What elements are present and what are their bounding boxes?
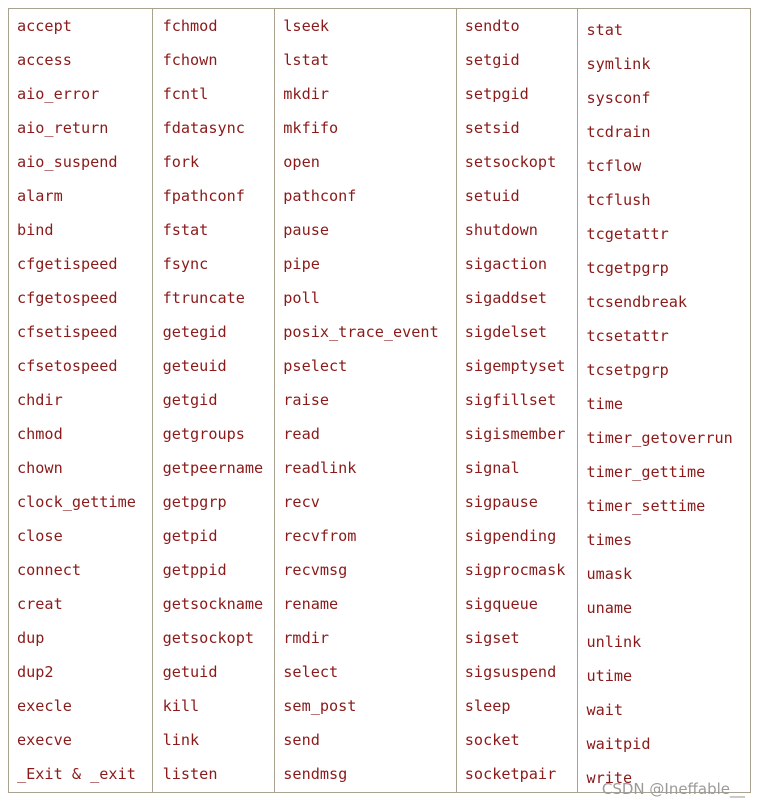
function-name: signal: [464, 459, 520, 477]
function-name: chdir: [17, 391, 63, 409]
function-name: mkdir: [283, 85, 329, 103]
function-name: poll: [283, 289, 320, 307]
function-name: sigpause: [464, 493, 538, 511]
function-name: cfsetispeed: [17, 323, 118, 341]
function-name: waitpid: [586, 735, 651, 753]
function-name: tcflush: [586, 191, 651, 209]
function-name: umask: [586, 565, 633, 583]
function-name: posix_trace_event: [283, 323, 439, 341]
function-name: sigaction: [464, 255, 548, 273]
function-name: tcflow: [586, 157, 642, 175]
function-name: sigaddset: [464, 289, 548, 307]
function-name: lseek: [283, 17, 329, 35]
function-name: wait: [586, 701, 624, 719]
function-name: rename: [283, 595, 339, 613]
function-name: sigismember: [464, 425, 566, 443]
function-name: sigdelset: [464, 323, 548, 341]
function-name: fsync: [162, 255, 209, 273]
function-name: symlink: [586, 55, 651, 73]
function-name: tcdrain: [586, 123, 651, 141]
function-name: fpathconf: [162, 187, 245, 205]
function-name: uname: [586, 599, 633, 617]
function-name: listen: [162, 765, 218, 783]
function-name: socketpair: [464, 765, 557, 783]
function-name: timer_getoverrun: [586, 429, 733, 447]
function-table: [8, 8, 751, 793]
function-name: pause: [283, 221, 329, 239]
table-column: [457, 9, 579, 792]
table-column: [9, 9, 153, 792]
function-name: time: [586, 395, 624, 413]
function-name: aio_suspend: [17, 153, 118, 171]
function-name: tcsetpgrp: [586, 361, 669, 379]
function-name: execle: [17, 697, 72, 715]
function-name: fchmod: [162, 17, 218, 35]
function-name: aio_error: [17, 85, 100, 103]
function-name: shutdown: [464, 221, 538, 239]
table-column: [578, 9, 750, 792]
function-name: read: [283, 425, 320, 443]
function-name: aio_return: [17, 119, 109, 137]
function-name: sendto: [464, 17, 520, 35]
function-name: setuid: [464, 187, 520, 205]
function-name: link: [162, 731, 200, 749]
function-name: setgid: [464, 51, 520, 69]
function-name: timer_gettime: [586, 463, 706, 481]
function-name: clock_gettime: [17, 493, 136, 511]
function-name: sleep: [464, 697, 511, 715]
function-name: sysconf: [586, 89, 651, 107]
function-name: sigset: [464, 629, 520, 647]
function-name: connect: [17, 561, 82, 579]
function-name: pipe: [283, 255, 320, 273]
function-name: access: [17, 51, 72, 69]
function-name: send: [283, 731, 320, 749]
function-name: timer_settime: [586, 497, 706, 515]
function-name: getgroups: [162, 425, 245, 443]
function-name: recvmsg: [283, 561, 348, 579]
function-name: alarm: [17, 187, 63, 205]
function-name: tcsendbreak: [586, 293, 688, 311]
function-name: kill: [162, 697, 200, 715]
table-column: [155, 9, 276, 792]
function-name: cfgetospeed: [17, 289, 118, 307]
function-name: chmod: [17, 425, 63, 443]
function-name: sigsuspend: [464, 663, 557, 681]
function-name: open: [283, 153, 320, 171]
table-column: [275, 9, 457, 792]
function-name: times: [586, 531, 633, 549]
function-name: recvfrom: [283, 527, 357, 545]
function-name: pathconf: [283, 187, 357, 205]
function-name: tcgetpgrp: [586, 259, 669, 277]
function-name: creat: [17, 595, 63, 613]
function-name: getppid: [162, 561, 227, 579]
function-name: dup: [17, 629, 45, 647]
function-name: tcsetattr: [586, 327, 669, 345]
function-name: sigqueue: [464, 595, 538, 613]
function-name: fork: [162, 153, 200, 171]
function-name: cfsetospeed: [17, 357, 118, 375]
function-name: select: [283, 663, 339, 681]
function-name: dup2: [17, 663, 54, 681]
function-name: getpid: [162, 527, 218, 545]
function-name: write: [586, 769, 633, 787]
function-name: getegid: [162, 323, 227, 341]
function-name: sem_post: [283, 697, 357, 715]
function-name: sigfillset: [464, 391, 557, 409]
function-name: utime: [586, 667, 633, 685]
function-name: stat: [586, 21, 624, 39]
function-name: setsockopt: [464, 153, 557, 171]
function-name: cfgetispeed: [17, 255, 118, 273]
function-name: close: [17, 527, 63, 545]
function-name: pselect: [283, 357, 348, 375]
function-name: getpgrp: [162, 493, 227, 511]
function-name: accept: [17, 17, 72, 35]
function-name: getuid: [162, 663, 218, 681]
function-name: recv: [283, 493, 320, 511]
function-name: mkfifo: [283, 119, 339, 137]
function-name: getsockopt: [162, 629, 255, 647]
function-name: tcgetattr: [586, 225, 669, 243]
function-name: socket: [464, 731, 520, 749]
function-name: sigpending: [464, 527, 557, 545]
function-name: fcntl: [162, 85, 209, 103]
function-name: readlink: [283, 459, 357, 477]
function-name: geteuid: [162, 357, 227, 375]
function-name: _Exit & _exit: [17, 765, 136, 783]
function-name: getgid: [162, 391, 218, 409]
function-name: bind: [17, 221, 54, 239]
function-name: setpgid: [464, 85, 529, 103]
function-name: raise: [283, 391, 329, 409]
function-name: rmdir: [283, 629, 329, 647]
function-name: ftruncate: [162, 289, 245, 307]
function-name: sigprocmask: [464, 561, 566, 579]
function-name: sendmsg: [283, 765, 348, 783]
function-name: fchown: [162, 51, 218, 69]
function-name: getsockname: [162, 595, 264, 613]
function-name: chown: [17, 459, 63, 477]
function-name: sigemptyset: [464, 357, 566, 375]
function-name: execve: [17, 731, 72, 749]
function-name: lstat: [283, 51, 329, 69]
function-name: setsid: [464, 119, 520, 137]
function-name: getpeername: [162, 459, 264, 477]
function-name: unlink: [586, 633, 642, 651]
function-name: fdatasync: [162, 119, 245, 137]
watermark: CSDN @Ineffable__: [601, 780, 745, 798]
function-name: fstat: [162, 221, 209, 239]
